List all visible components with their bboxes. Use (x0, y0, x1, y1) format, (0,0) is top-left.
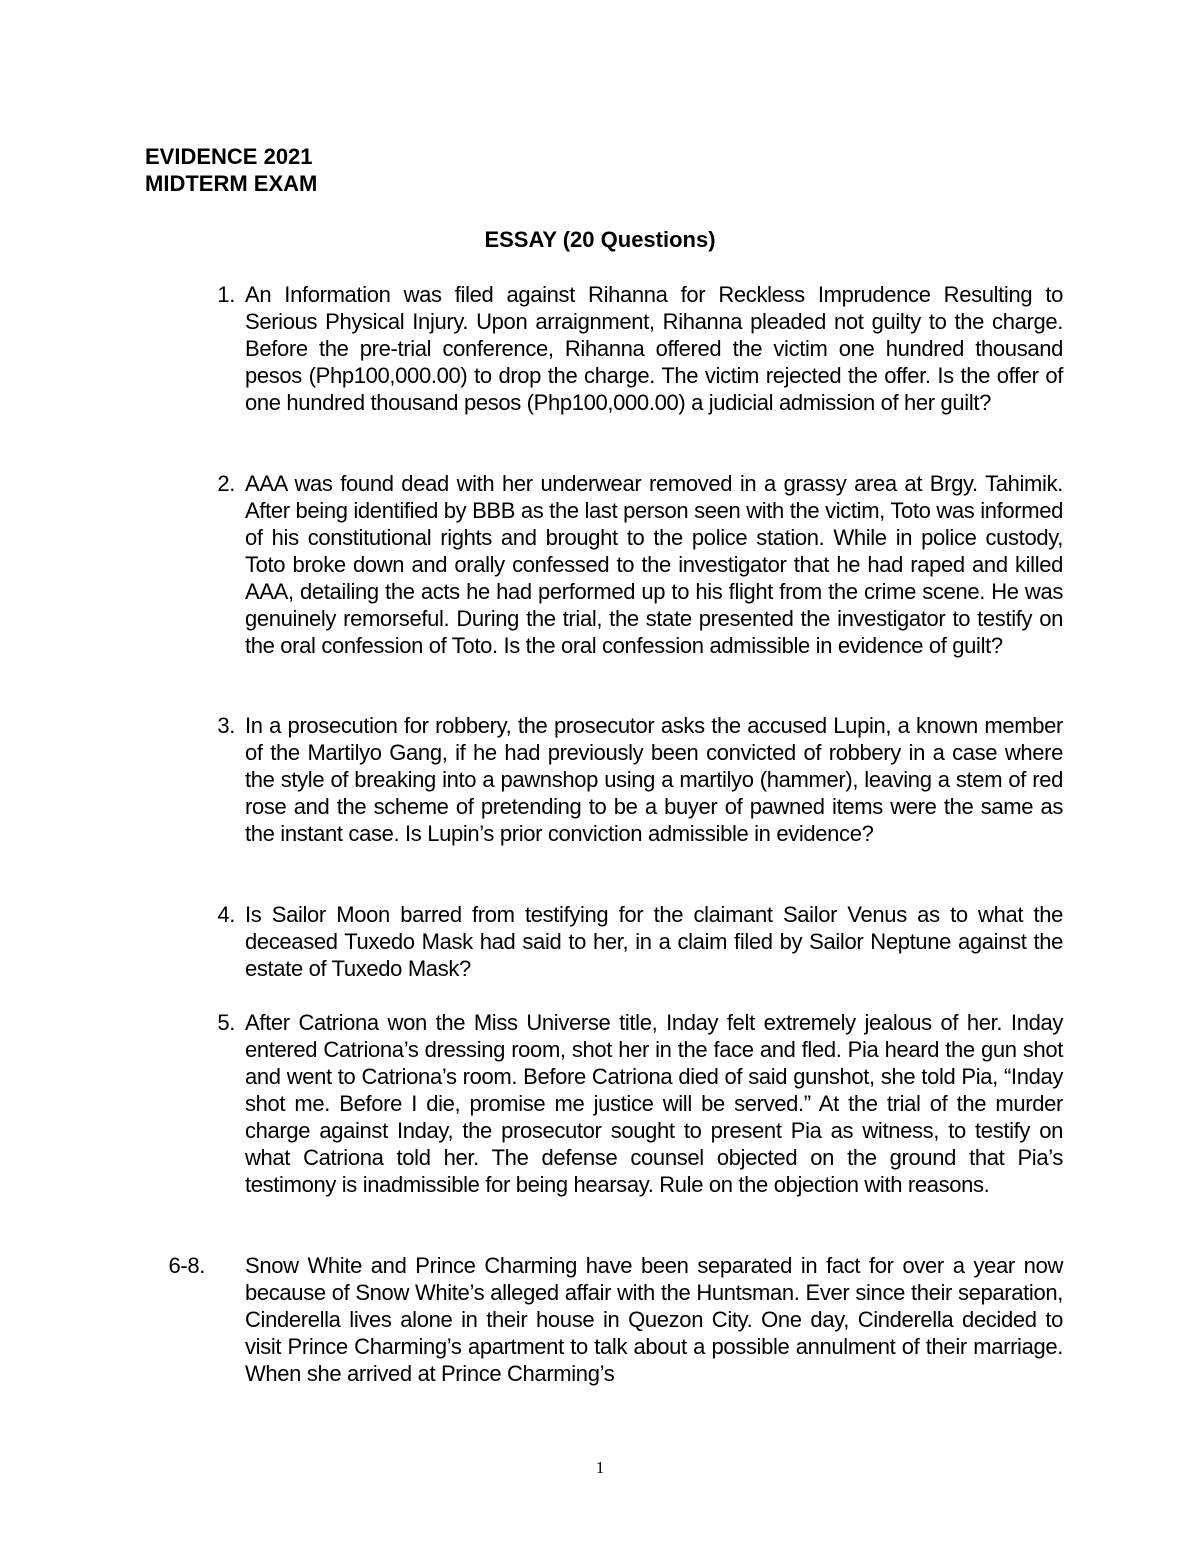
question-text: AAA was found dead with her underwear removed in a grassy area at Brgy. Tahimik. After being identified by BBB as the last person seen with the victim, Toto was informed of his constitutional rights and brought to the police station. While in police custody, Toto broke down and orally confessed to the investigator that he had raped and killed AAA, detailing the acts he had performed up to his flight from the crime scene. He was genuinely remorseful. During the trial, the state presented the investigator to testify on the oral confession of Toto. Is the oral confession admissible in evidence of guilt? (245, 471, 1063, 658)
question-number: 3. (217, 713, 235, 738)
question-text: Snow White and Prince Charming have been separated in fact for over a year now because of Snow White’s alleged affair with the Huntsman. Ever since their separation, Cinderella lives alone in their house in Quezon City. One day, Cinderella decided to visit Prince Charming’s apartment to talk about a possible annulment of their marriage. When she arrived at Prince Charming’s (245, 1253, 1063, 1386)
page-number: 1 (595, 1458, 605, 1477)
question-number: 2. (217, 471, 235, 496)
question-text: An Information was filed against Rihanna for Reckless Imprudence Resulting to Serious Physical Injury. Upon arraignment, Rihanna pleaded not guilty to the charge. Before the pre-trial conference, Rihanna offered the victim one hundred thousand pesos (Php100,000.00) to drop the charge. The victim rejected the offer. Is the offer of one hundred thousand pesos (Php100,000.00) a judicial admission of her guilt? (245, 282, 1063, 415)
question-text: Is Sailor Moon barred from testifying for the claimant Sailor Venus as to what the deceased Tuxedo Mask had said to her, in a claim filed by Sailor Neptune against the estate of Tuxedo Mask? (245, 902, 1063, 981)
question-text: In a prosecution for robbery, the prosecutor asks the accused Lupin, a known member of the Martilyo Gang, if he had previously been convicted of robbery in a case where the style of breaking into a pawnshop using a martilyo (hammer), leaving a stem of red rose and the scheme of pretending to be a buyer of pawned items were the same as the instant case. Is Lupin’s prior conviction admissible in evidence? (245, 713, 1063, 846)
question-number: 1. (217, 282, 235, 307)
course-title: EVIDENCE 2021 (145, 144, 313, 169)
question-number: 5. (217, 1010, 235, 1035)
section-title: ESSAY (20 Questions) (484, 227, 716, 252)
exam-title: MIDTERM EXAM (145, 171, 318, 196)
question-text: After Catriona won the Miss Universe title, Inday felt extremely jealous of her. Inday entered Catriona’s dressing room, shot her in the face and fled. Pia heard the gun shot and went to Catriona’s room. Before Catriona died of said gunshot, she told Pia, “Inday shot me. Before I die, promise me justice will be served.” At the trial of the murder charge against Inday, the prosecutor sought to present Pia as witness, to testify on what Catriona told her. The defense counsel objected on the ground that Pia’s testimony is inadmissible for being hearsay. Rule on the objection with reasons. (245, 1010, 1063, 1197)
exam-header (145, 143, 317, 197)
question-number: 6-8. (168, 1253, 205, 1278)
question-number: 4. (217, 902, 235, 927)
